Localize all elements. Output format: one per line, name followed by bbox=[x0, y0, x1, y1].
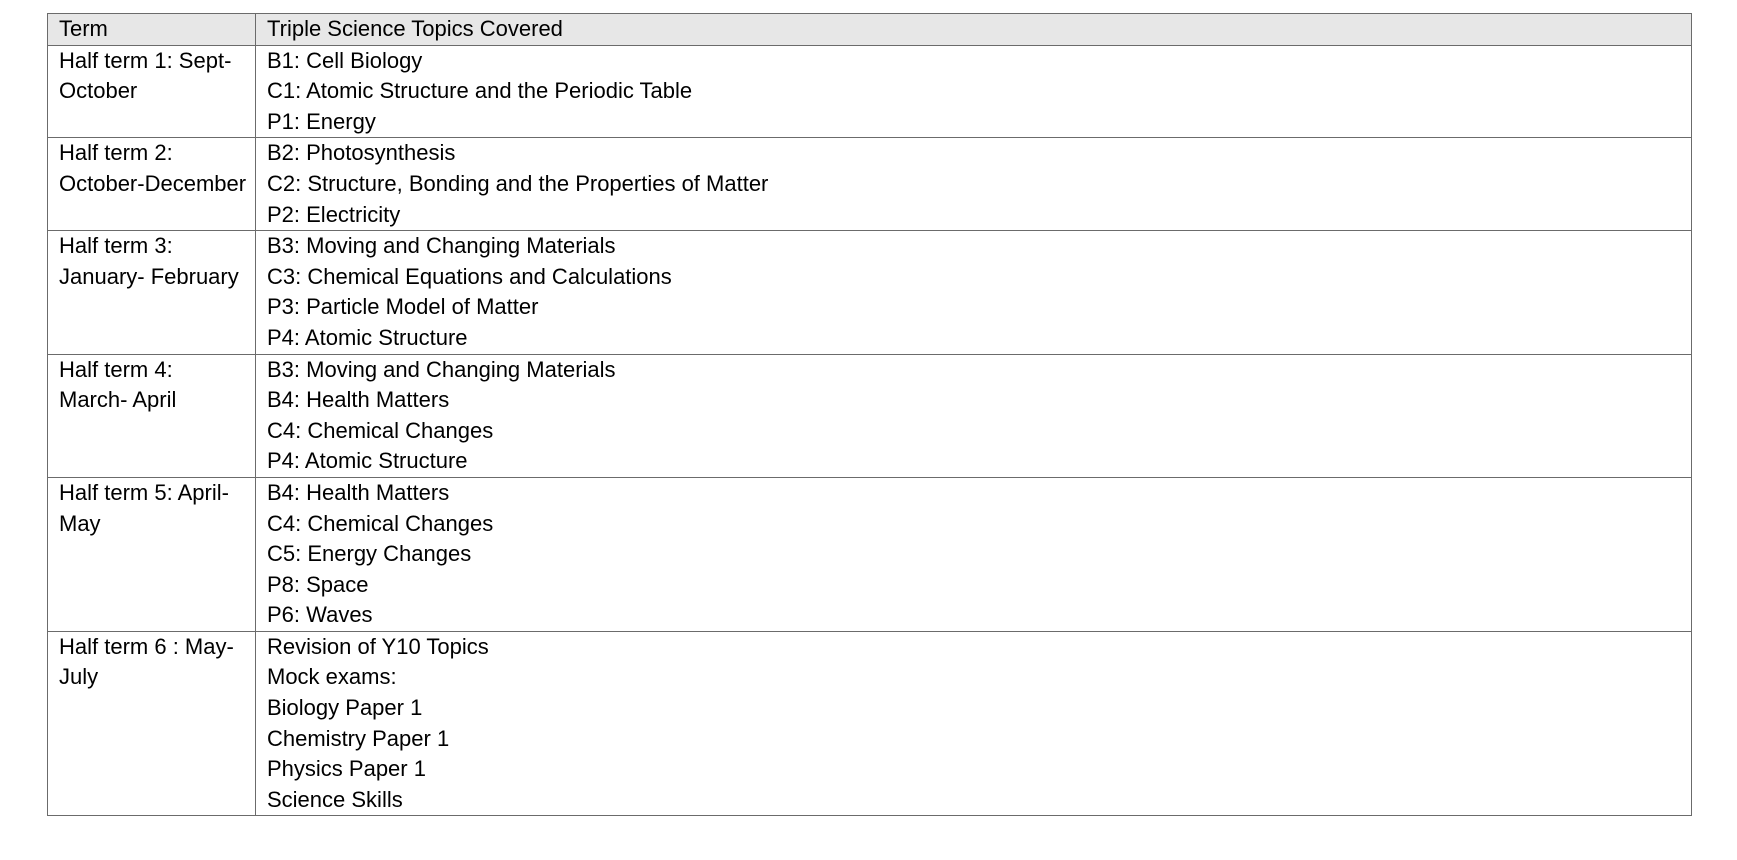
term-cell: Half term 2: October-December bbox=[48, 138, 256, 231]
topic-item: C4: Chemical Changes bbox=[267, 510, 494, 536]
header-topics: Triple Science Topics Covered bbox=[256, 14, 1692, 46]
topic-item: P1: Energy bbox=[267, 108, 376, 134]
topic-item: C3: Chemical Equations and Calculations bbox=[267, 263, 672, 289]
topic-item: B4: Health Matters bbox=[267, 479, 450, 505]
topic-item: B4: Health Matters bbox=[267, 387, 450, 413]
topic-item: Revision of Y10 Topics bbox=[267, 633, 489, 659]
topic-item: B2: Photosynthesis bbox=[267, 140, 456, 166]
topic-item: B3: Moving and Changing Materials bbox=[267, 233, 616, 259]
topic-item: Chemistry Paper 1 bbox=[267, 725, 450, 751]
topic-item: Biology Paper 1 bbox=[267, 695, 423, 721]
topic-item: C4: Chemical Changes bbox=[267, 417, 494, 443]
term-cell: Half term 4: March- April bbox=[48, 354, 256, 477]
topic-item: C5: Energy Changes bbox=[267, 541, 472, 567]
table-row bbox=[48, 631, 1692, 816]
topic-item: B1: Cell Biology bbox=[267, 47, 423, 73]
header-term: Term bbox=[48, 14, 256, 46]
table-row bbox=[48, 477, 1692, 631]
topic-item: C1: Atomic Structure and the Periodic Table bbox=[267, 78, 693, 104]
table-row bbox=[48, 354, 1692, 477]
topic-item: P3: Particle Model of Matter bbox=[267, 294, 539, 320]
topic-item: Physics Paper 1 bbox=[267, 756, 426, 782]
term-cell: Half term 3: January- February bbox=[48, 231, 256, 354]
topic-item: Science Skills bbox=[267, 786, 403, 812]
topics-cell bbox=[256, 631, 1692, 816]
term-cell: Half term 5: April-May bbox=[48, 477, 256, 631]
term-cell: Half term 6 : May-July bbox=[48, 631, 256, 816]
header-row bbox=[48, 14, 1692, 46]
topic-item: P4: Atomic Structure bbox=[267, 324, 468, 350]
topic-item: P4: Atomic Structure bbox=[267, 448, 468, 474]
topics-cell bbox=[256, 477, 1692, 631]
table-row bbox=[48, 45, 1692, 138]
topic-item: B3: Moving and Changing Materials bbox=[267, 356, 616, 382]
table-row bbox=[48, 138, 1692, 231]
table-body bbox=[48, 45, 1692, 816]
topic-item: P6: Waves bbox=[267, 602, 373, 628]
table-row bbox=[48, 231, 1692, 354]
topic-item: C2: Structure, Bonding and the Properties of Matter bbox=[267, 170, 769, 196]
term-cell: Half term 1: Sept-October bbox=[48, 45, 256, 138]
topics-cell bbox=[256, 231, 1692, 354]
topic-item: Mock exams: bbox=[267, 664, 397, 690]
topics-cell bbox=[256, 45, 1692, 138]
topic-item: P2: Electricity bbox=[267, 201, 401, 227]
topics-cell bbox=[256, 354, 1692, 477]
topics-cell bbox=[256, 138, 1692, 231]
table-header bbox=[48, 14, 1692, 46]
curriculum-table bbox=[47, 13, 1692, 816]
topic-item: P8: Space bbox=[267, 571, 369, 597]
